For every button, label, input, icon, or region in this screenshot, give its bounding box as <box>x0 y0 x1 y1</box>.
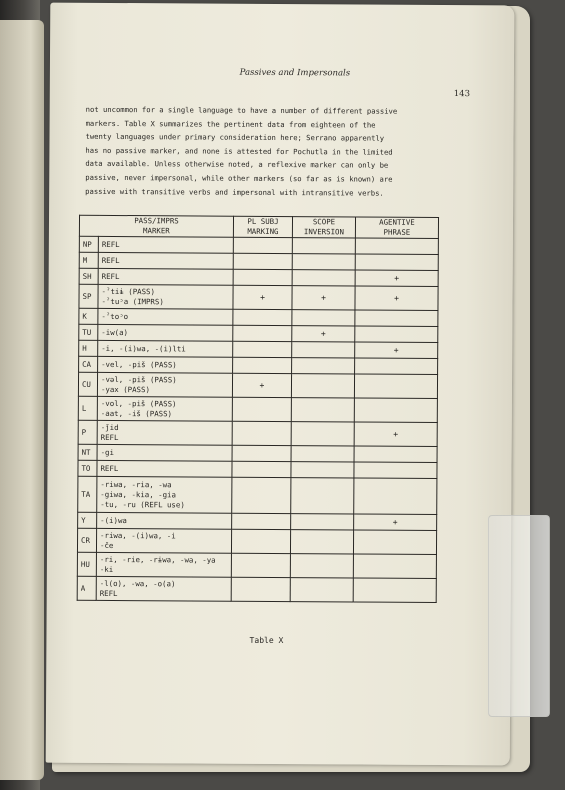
marker-line: -vel, -piš (PASS) <box>101 359 177 369</box>
marker-line: REFL <box>100 432 119 442</box>
marker-cell <box>96 552 231 577</box>
scope-cell <box>291 398 354 422</box>
marker-line: -ki <box>99 564 114 574</box>
pl-subj-cell <box>233 309 292 325</box>
header-scope-line2: INVERSION <box>303 227 344 237</box>
pl-subj-cell <box>232 421 291 445</box>
header-pl-subj <box>233 216 292 237</box>
body-paragraph <box>85 103 458 200</box>
scope-cell <box>291 462 354 478</box>
language-code: K <box>79 308 98 324</box>
marker-line: -gi <box>100 447 114 457</box>
marker-cell <box>98 252 233 269</box>
pl-subj-cell <box>232 477 291 513</box>
header-scope <box>292 217 355 238</box>
plastic-tab <box>488 515 550 717</box>
marker-cell <box>96 576 231 601</box>
agentive-cell <box>355 254 438 271</box>
pl-subj-cell <box>231 529 290 553</box>
header-agentive-line1: AGENTIVE <box>379 217 415 227</box>
agentive-cell <box>354 374 437 399</box>
language-code: TU <box>79 324 98 340</box>
agentive-cell <box>355 238 438 255</box>
marker-cell <box>97 420 232 445</box>
header-pl-subj-line2: MARKING <box>247 226 279 236</box>
marker-cell <box>98 284 233 309</box>
scope-cell <box>291 514 354 530</box>
table-caption: Table X <box>249 635 284 646</box>
language-code: CU <box>78 372 97 396</box>
marker-line: -vǝl, -piš (PASS) <box>101 374 177 384</box>
agentive-cell <box>354 398 437 423</box>
marker-line: -yax (PASS) <box>100 384 150 394</box>
scope-cell <box>292 254 355 270</box>
language-code: CA <box>79 356 98 372</box>
marker-line: REFL <box>101 271 120 281</box>
pl-subj-cell <box>233 237 292 253</box>
marker-cell <box>98 340 233 357</box>
marker-line: REFL <box>100 463 119 473</box>
marker-line: -giwa, -kia, -gia <box>100 489 177 499</box>
running-head: Passives and Impersonals <box>239 67 351 79</box>
scope-cell <box>292 238 355 254</box>
scope-cell <box>290 578 353 602</box>
scope-cell <box>290 530 353 554</box>
agentive-cell <box>354 462 437 479</box>
scope-cell <box>291 446 354 462</box>
marker-line: -ˀtuᵓa (IMPRS) <box>101 296 164 306</box>
scope-cell <box>292 310 355 326</box>
agentive-cell <box>355 358 438 375</box>
language-code: H <box>79 340 98 356</box>
agentive-cell <box>353 530 436 555</box>
language-code: SP <box>79 284 98 308</box>
marker-cell <box>97 444 232 461</box>
header-scope-line1: SCOPE <box>312 217 336 227</box>
table-row <box>77 552 436 578</box>
marker-line: -l(o), -wa, -o(a) <box>99 578 176 588</box>
scope-cell: + <box>292 326 355 342</box>
agentive-cell: + <box>355 342 438 359</box>
marker-line: -riwa, -(i)wa, -i <box>100 530 176 540</box>
table-row <box>77 528 436 554</box>
pl-subj-cell: + <box>232 373 291 397</box>
table-row <box>78 420 437 446</box>
marker-line: -(i)wa <box>100 515 127 525</box>
facing-page-edge <box>0 20 44 780</box>
scope-cell <box>292 358 355 374</box>
marker-line: -aat, -iš (PASS) <box>100 408 173 418</box>
language-code: CR <box>77 528 96 552</box>
scope-cell <box>291 374 354 398</box>
paragraph-line: passive, never impersonal, while other markers (so far as is known) are <box>85 172 393 184</box>
paragraph-line: data available. Unless otherwise noted, a reflexive marker can only be <box>85 159 389 171</box>
marker-cell <box>98 324 233 341</box>
marker-line: -riwa, -ria, -wa <box>100 479 172 489</box>
language-code: A <box>77 576 96 600</box>
table-row <box>77 576 436 602</box>
paragraph-line: markers. Table X summarizes the pertinent data from eighteen of the <box>85 118 376 130</box>
header-marker <box>79 215 233 237</box>
header-marker-line1: PASS/IMPRS <box>134 216 179 226</box>
language-code: P <box>78 420 97 444</box>
agentive-cell: + <box>355 286 438 311</box>
agentive-cell <box>354 478 437 515</box>
agentive-cell: + <box>354 422 437 447</box>
marker-line: -vol, -piš (PASS) <box>100 398 177 408</box>
header-marker-line2: MARKER <box>143 226 170 236</box>
paragraph-line: twenty languages under primary consideration here; Serrano apparently <box>85 131 385 143</box>
header-agentive <box>355 217 438 239</box>
marker-line: -ˀtiɨ (PASS) <box>101 286 155 296</box>
marker-cell <box>96 528 231 553</box>
scope-cell <box>291 478 354 514</box>
marker-cell <box>97 372 232 397</box>
marker-line: -tu, -ru (REFL use) <box>100 499 185 509</box>
marker-cell <box>97 512 232 529</box>
language-code: Y <box>78 512 97 528</box>
marker-cell <box>97 460 232 477</box>
marker-line: REFL <box>101 255 120 265</box>
pl-subj-cell <box>231 577 290 601</box>
language-code: L <box>78 396 97 420</box>
pl-subj-cell <box>233 269 292 285</box>
language-code: M <box>79 252 98 268</box>
marker-cell <box>98 236 233 253</box>
scope-cell <box>291 422 354 446</box>
pl-subj-cell <box>233 253 292 269</box>
marker-line: -če <box>99 540 114 550</box>
marker-cell <box>98 308 233 325</box>
agentive-cell <box>355 326 438 343</box>
marker-line: REFL <box>99 588 118 598</box>
agentive-cell: + <box>355 270 438 287</box>
pl-subj-cell <box>231 553 290 577</box>
scope-cell: + <box>292 286 355 310</box>
scope-cell <box>292 342 355 358</box>
paragraph-line: has no passive marker, and none is attested for Pochutla in the limited <box>85 145 393 157</box>
table-header-row <box>79 215 438 238</box>
agentive-cell: + <box>354 514 437 531</box>
marker-line: -i, -(i)wa, -(i)lti <box>101 343 186 353</box>
language-code: TA <box>78 476 97 512</box>
marker-cell <box>97 476 232 513</box>
table-row <box>78 476 437 514</box>
marker-line: -iw(a) <box>101 327 129 337</box>
language-code: TO <box>78 460 97 476</box>
pl-subj-cell <box>232 445 291 461</box>
pl-subj-cell <box>232 397 291 421</box>
pl-subj-cell <box>232 461 291 477</box>
header-agentive-line2: PHRASE <box>383 227 411 237</box>
marker-cell <box>98 268 233 285</box>
marker-line: -ˀtoᵓo <box>101 311 129 321</box>
scope-cell <box>290 554 353 578</box>
marker-cell <box>97 396 232 421</box>
book-page <box>46 3 515 766</box>
agentive-cell <box>354 446 437 463</box>
passive-markers-table <box>77 215 439 603</box>
pl-subj-cell: + <box>233 285 292 309</box>
language-code: SH <box>79 268 98 284</box>
table-row <box>79 284 438 310</box>
paragraph-line: passive with transitive verbs and impersonal with intransitive verbs. <box>85 186 384 198</box>
pl-subj-cell <box>233 357 292 373</box>
header-pl-subj-line1: PL SUBJ <box>247 216 279 226</box>
pl-subj-cell <box>232 513 291 529</box>
agentive-cell <box>353 578 436 603</box>
table-row <box>78 372 437 398</box>
agentive-cell <box>355 310 438 327</box>
marker-line: -ǰid <box>100 422 119 432</box>
marker-line: REFL <box>101 239 120 249</box>
marker-line: -ri, -rie, -rɨwa, -wa, -ya <box>99 554 216 565</box>
language-code: HU <box>77 552 96 576</box>
page-number: 143 <box>453 89 471 100</box>
pl-subj-cell <box>233 341 292 357</box>
scope-cell <box>292 270 355 286</box>
language-code: NT <box>78 444 97 460</box>
table-body <box>77 236 438 602</box>
marker-cell <box>98 356 233 373</box>
language-code: NP <box>79 236 98 252</box>
pl-subj-cell <box>233 325 292 341</box>
paragraph-line: not uncommon for a single language to have a number of different passive <box>85 104 398 116</box>
table-row <box>78 396 437 422</box>
agentive-cell <box>353 554 436 579</box>
